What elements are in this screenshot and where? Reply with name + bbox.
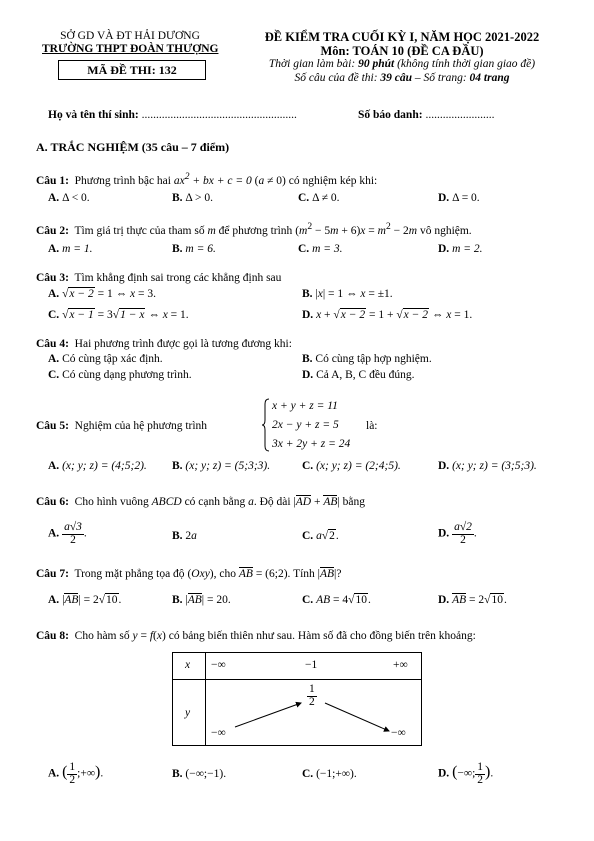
q8-opt-d-letter: D. <box>438 767 450 780</box>
q3-option-c[interactable]: C. √x − 1 = 3√1 − x ⇔ x = 1. <box>48 309 189 321</box>
q5-label: Câu 5: <box>36 420 69 432</box>
q8-opt-c-letter: C. <box>302 768 314 780</box>
y-max-num: 1 <box>309 683 315 695</box>
q3-opt-b-letter: B. <box>302 288 313 300</box>
q2-opt-c-value: m = 3. <box>312 243 343 255</box>
q5-brace-icon <box>262 398 270 452</box>
q8-option-a[interactable]: A. ( $\frac{1}{2}$ ;+∞). <box>48 761 104 786</box>
q5-text-pre: Nghiệm của hệ phương trình <box>74 420 208 432</box>
q7-text-mid: , cho <box>213 568 236 580</box>
q6-text-mid2: . Độ dài <box>253 496 291 508</box>
q7-opt-c-letter: C. <box>302 594 314 606</box>
q6-square-name: ABCD <box>151 496 182 508</box>
q5-eq-2: 2x − y + z = 5 <box>272 419 339 431</box>
q2-text-mid: để phương trình <box>218 224 293 237</box>
school-name: TRƯỜNG THPT ĐOÀN THƯỢNG <box>42 43 219 55</box>
q1-equation: $ax^2$ + bx + c = 0 <box>173 171 252 187</box>
q6-label: Câu 6: <box>36 496 69 508</box>
q2-opt-b-value: m = 6. <box>185 243 216 255</box>
q7-option-c[interactable]: C. AB = 4√10. <box>302 594 371 606</box>
q3-opt-c-letter: C. <box>48 309 60 321</box>
q7-option-d[interactable]: D. AB = 2√10. <box>438 594 507 606</box>
q2-text-pre: Tìm giá trị thực của tham số <box>74 224 205 237</box>
time-suffix: (không tính thời gian giao đề) <box>394 58 536 70</box>
q3-option-a[interactable]: A. √x − 2 = 1 ⇔ x = 3. <box>48 288 156 300</box>
q7-opt-d-letter: D. <box>438 594 450 606</box>
q8-option-d[interactable]: D. (−∞; $\frac{1}{2}$ ). <box>438 761 494 786</box>
table-y-label: y <box>185 707 191 719</box>
q4-text: Hai phương trình được gọi là tương đương khi: <box>74 338 292 350</box>
q8-opt-b-letter: B. <box>172 768 183 780</box>
student-id-dots: ........................ <box>425 109 495 121</box>
time-value: 90 phút <box>358 58 395 70</box>
student-id-line <box>358 109 494 121</box>
q2-param: m <box>207 224 216 237</box>
count-pages: 04 trang <box>469 72 510 84</box>
q5-option-c[interactable] <box>302 460 401 472</box>
exam-count <box>236 72 568 84</box>
q7-vector: AB = (6;2) <box>238 568 288 580</box>
q6-opt-d-letter: D. <box>438 527 450 540</box>
q3-opt-d-letter: D. <box>302 309 314 321</box>
q8-opt-a-letter: A. <box>48 767 60 780</box>
q6-text-pre: Cho hình vuông <box>74 496 149 508</box>
q5-system-brace <box>262 398 268 450</box>
q7-option-b[interactable]: B. |AB| = 20. <box>172 594 231 606</box>
count-value: 39 câu <box>380 72 413 84</box>
variation-table <box>172 652 422 746</box>
q5-opt-a-letter: A. <box>48 460 60 472</box>
q4-option-a[interactable] <box>48 353 163 365</box>
student-id-label: Số báo danh: <box>358 109 423 121</box>
section-a-heading: A. TRẮC NGHIỆM (35 câu – 7 điểm) <box>36 140 230 154</box>
student-name-dots: ...................................................... <box>141 109 297 121</box>
q5-option-b[interactable] <box>172 460 270 472</box>
q4-opt-a-letter: A. <box>48 353 60 365</box>
table-x-minus-one: −1 <box>305 659 318 671</box>
exam-code-box: MÃ ĐỀ THI: 132 <box>58 60 206 80</box>
student-name-label: Họ và tên thí sinh: <box>48 109 139 121</box>
q2-opt-a-letter: A. <box>48 243 60 255</box>
q2-option-c[interactable] <box>298 243 343 255</box>
q2-opt-d-letter: D. <box>438 243 450 255</box>
q6-option-b[interactable]: B. 2a <box>172 530 197 542</box>
table-x-pos-inf: +∞ <box>393 659 408 671</box>
q6-opt-c-letter: C. <box>302 530 314 542</box>
q7-opt-a-letter: A. <box>48 594 60 606</box>
question-7 <box>36 568 341 580</box>
q4-option-c[interactable] <box>48 369 192 381</box>
q5-eq-1: x + y + z = 11 <box>272 400 338 412</box>
q2-option-d[interactable] <box>438 243 483 255</box>
count-prefix: Số câu của đề thi: <box>294 72 381 84</box>
q4-option-d[interactable] <box>302 369 414 381</box>
q2-text-post: vô nghiệm. <box>419 224 472 237</box>
q1-opt-d-letter: D. <box>438 192 450 204</box>
q8-text-post: có bảng biến thiên như sau. Hàm số đã cho đồng biến trên khoảng: <box>168 630 476 642</box>
q8-function: y = f(x) <box>132 630 166 642</box>
q3-option-b[interactable]: B. |x| = 1 ⇔ x = ±1. <box>302 288 393 300</box>
q7-text-post: ? <box>336 568 342 580</box>
question-8 <box>36 630 476 642</box>
q6-option-a[interactable]: A. $\frac{a√3}{2}$ . <box>48 521 87 546</box>
q5-option-a[interactable] <box>48 460 147 472</box>
q7-text-pre: Trong mặt phẳng tọa độ <box>74 568 185 580</box>
q2-opt-a-value: m = 1. <box>62 243 93 255</box>
q6-text-post: bằng <box>342 496 365 508</box>
q1-text-pre: Phương trình bậc hai <box>74 174 171 187</box>
q5-opt-d-letter: D. <box>438 460 450 472</box>
q5-opt-c-letter: C. <box>302 460 314 472</box>
q2-equation: $(m^2 - 5m + 6)x = m^2 - 2m$ <box>295 221 418 237</box>
q1-label: Câu 1: <box>36 174 69 187</box>
table-x-neg-inf: −∞ <box>211 659 226 671</box>
q6-opt-b-letter: B. <box>172 530 183 542</box>
question-3 <box>36 272 281 284</box>
q7-option-a[interactable]: A. |AB| = 2√10. <box>48 594 122 606</box>
count-mid: – Số trang: <box>412 72 470 84</box>
q4-option-b[interactable] <box>302 353 432 365</box>
q2-opt-b-letter: B. <box>172 243 183 255</box>
q7-label: Câu 7: <box>36 568 69 580</box>
question-2 <box>36 221 472 237</box>
q1-opt-a-letter: A. <box>48 192 60 204</box>
q6-side-var: a <box>248 496 254 508</box>
q3-text: Tìm khẳng định sai trong các khẳng định sau <box>74 272 282 284</box>
q1-opt-b-letter: B. <box>172 192 183 204</box>
q7-plane: (Oxy) <box>187 568 214 580</box>
q1-text-post: có nghiệm kép khi: <box>288 174 378 187</box>
q7-text-mid2: . Tính <box>287 568 315 580</box>
q6-opt-a-letter: A. <box>48 527 60 540</box>
q5-eq-3: 3x + 2y + z = 24 <box>272 438 351 450</box>
q1-opt-c-letter: C. <box>298 192 310 204</box>
q5-opt-b-letter: B. <box>172 460 183 472</box>
arrow-decreasing-icon <box>325 703 389 731</box>
table-y-right: −∞ <box>391 727 406 739</box>
q8-option-b[interactable]: B. (−∞;−1). <box>172 768 227 780</box>
arrow-increasing-icon <box>235 703 301 727</box>
question-5 <box>36 420 207 432</box>
dept-name: SỞ GD VÀ ĐT HẢI DƯƠNG <box>60 30 200 42</box>
exam-subject: Môn: TOÁN 10 (ĐỀ CA ĐẦU) <box>320 44 484 58</box>
q7-opt-b-letter: B. <box>172 594 183 606</box>
q2-opt-d-value: m = 2. <box>452 243 483 255</box>
q4-opt-d-letter: D. <box>302 369 314 381</box>
q1-option-b[interactable]: B. Δ > 0. <box>172 192 214 204</box>
q8-label: Câu 8: <box>36 630 69 642</box>
q4-label: Câu 4: <box>36 338 69 350</box>
q3-label: Câu 3: <box>36 272 69 284</box>
time-prefix: Thời gian làm bài: <box>268 58 359 70</box>
q1-option-c[interactable]: C. Δ ≠ 0. <box>298 192 340 204</box>
q2-option-b[interactable] <box>172 243 216 255</box>
question-1 <box>36 171 377 187</box>
q2-label: Câu 2: <box>36 224 69 237</box>
table-y-left: −∞ <box>211 727 226 739</box>
q3-option-d[interactable]: D. x + √x − 2 = 1 + √x − 2 ⇔ x = 1. <box>302 309 473 321</box>
q4-opt-b-value: Có cùng tập hợp nghiệm. <box>315 353 432 365</box>
q3-opt-a-letter: A. <box>48 288 60 300</box>
exam-title: ĐỀ KIỂM TRA CUỐI KỲ I, NĂM HỌC 2021-2022 <box>264 30 540 44</box>
q5-opt-a-value: (x; y; z) = (4;5;2). <box>62 460 147 472</box>
q1-option-d[interactable]: D. Δ = 0. <box>438 192 480 204</box>
q4-opt-b-letter: B. <box>302 353 313 365</box>
q4-opt-a-value: Có cùng tập xác định. <box>62 353 163 365</box>
y-max-den: 2 <box>309 695 315 708</box>
question-6 <box>36 496 365 508</box>
table-x-label: x <box>185 659 191 671</box>
q8-text-pre: Cho hàm số <box>74 630 130 642</box>
q4-opt-c-value: Có cùng dạng phương trình. <box>62 369 192 381</box>
q6-vector-expr: |AD + AB| <box>293 496 340 508</box>
question-4 <box>36 338 292 350</box>
q2-opt-c-letter: C. <box>298 243 310 255</box>
table-arrows <box>173 653 421 745</box>
q8-option-c[interactable]: C. (−1;+∞). <box>302 768 357 780</box>
q1-condition: (a ≠ 0) <box>254 174 286 187</box>
q1-option-a[interactable]: A. Δ < 0. <box>48 192 90 204</box>
q6-option-d[interactable]: D. $\frac{a√2}{2}$ . <box>438 521 477 546</box>
q5-opt-c-value: (x; y; z) = (2;4;5). <box>316 460 401 472</box>
q5-text-post: là: <box>366 420 378 432</box>
q5-opt-b-value: (x; y; z) = (5;3;3). <box>185 460 271 472</box>
q4-opt-d-value: Cả A, B, C đều đúng. <box>316 369 415 381</box>
student-name-line <box>48 109 297 121</box>
q6-option-c[interactable]: C. a√2. <box>302 530 339 542</box>
q2-option-a[interactable] <box>48 243 93 255</box>
q4-opt-c-letter: C. <box>48 369 60 381</box>
q5-opt-d-value: (x; y; z) = (3;5;3). <box>452 460 537 472</box>
q5-option-d[interactable] <box>438 460 537 472</box>
exam-time <box>236 58 568 70</box>
q6-text-mid: có cạnh bằng <box>184 496 246 508</box>
q7-modulus: |AB| <box>317 568 337 580</box>
